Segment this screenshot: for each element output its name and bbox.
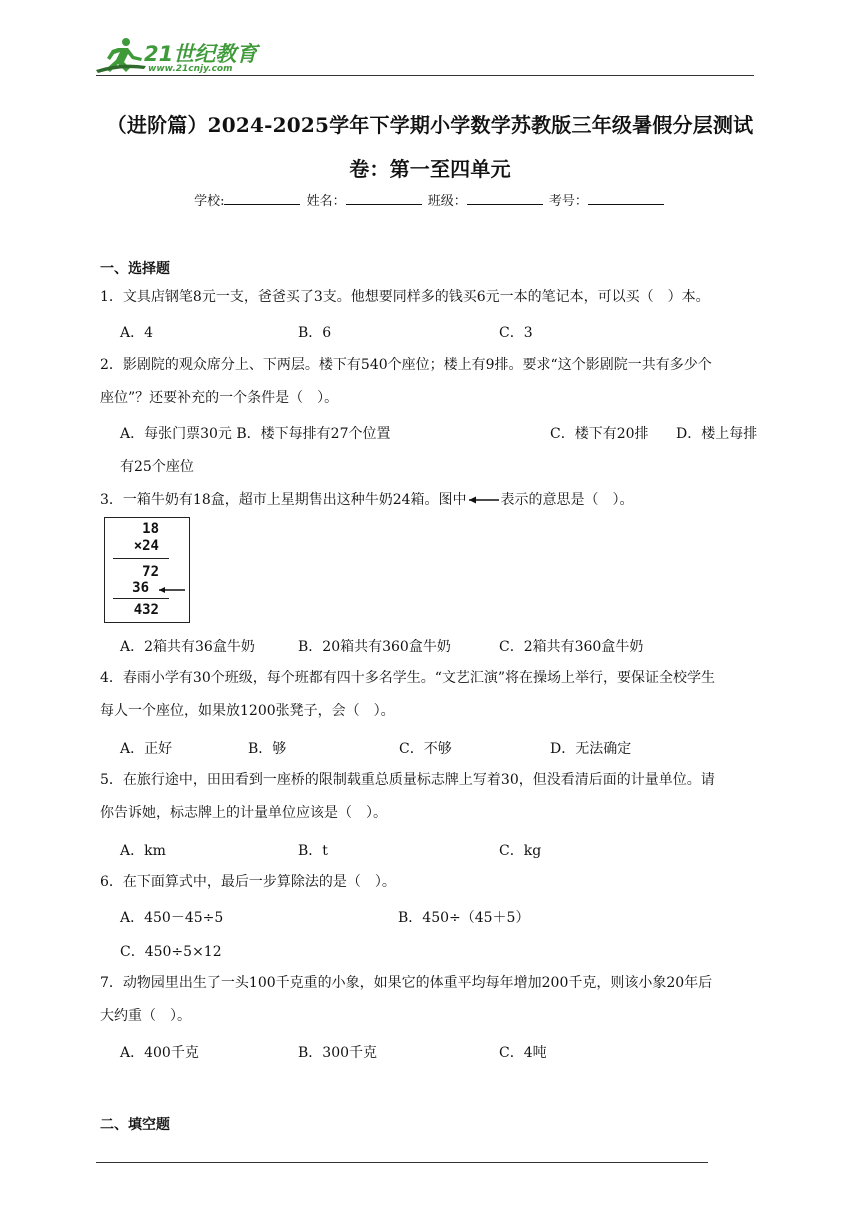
question-5-line2: 你告诉她，标志牌上的计量单位应该是（ ）。 <box>100 805 387 821</box>
calc-multiplicand: 18 <box>142 521 159 537</box>
q7-option-c[interactable]: C．4吨 <box>499 1045 547 1061</box>
q3-text-after: 表示的意思是（ ）。 <box>500 492 634 508</box>
q4-option-c[interactable]: C．不够 <box>399 741 452 757</box>
q6-option-c[interactable]: C．450÷5×12 <box>120 944 222 960</box>
left-arrow-icon <box>467 495 501 505</box>
q7-option-a[interactable]: A．400千克 <box>120 1045 199 1061</box>
number-label: 考号： <box>548 194 588 209</box>
q7-option-b[interactable]: B．300千克 <box>298 1045 378 1061</box>
calc-rule-1 <box>113 558 169 559</box>
question-2-line1: 2．影剧院的观众席分上、下两层。楼下有540个座位；楼上有9排。要求“这个影剧院一共有多少个 <box>100 357 712 373</box>
calc-multiplier: ×24 <box>133 538 159 554</box>
page-title-line1: （进阶篇）2024-2025学年下学期小学数学苏教版三年级暑假分层测试 <box>106 113 754 137</box>
q5-option-a[interactable]: A．km <box>120 843 166 859</box>
school-blank[interactable] <box>224 192 300 205</box>
question-4-line2: 每人一个座位，如果放1200张凳子，会（ ）。 <box>100 703 395 719</box>
footer-rule <box>96 1162 708 1163</box>
q5-option-c[interactable]: C．kg <box>499 843 542 859</box>
logo-main-text: 21世纪教育 <box>144 42 258 66</box>
q3-option-a[interactable]: A．2箱共有36盒牛奶 <box>120 639 255 655</box>
q2-option-d[interactable]: D．楼上每排 <box>676 426 758 442</box>
q4-option-a[interactable]: A．正好 <box>120 741 173 757</box>
question-7-line1: 7．动物园里出生了一头100千克重的小象，如果它的体重平均每年增加200千克，则该小象20年后 <box>100 975 713 991</box>
q5-option-b[interactable]: B．t <box>298 843 328 859</box>
q6-option-a[interactable]: A．450－45÷5 <box>120 910 224 926</box>
q6-option-b[interactable]: B．450÷（45＋5） <box>398 910 530 926</box>
q2-option-ab[interactable]: A．每张门票30元 B．楼下每排有27个位置 <box>120 426 391 442</box>
page-title-line2: 卷：第一至四单元 <box>349 157 511 181</box>
question-1-text: 1．文具店钢笔8元一支，爸爸买了3支。他想要同样多的钱买6元一本的笔记本，可以买（ ）本。 <box>100 289 710 305</box>
question-7-line2: 大约重（ ）。 <box>100 1008 191 1024</box>
section-heading-choice: 一、选择题 <box>100 261 170 277</box>
q2-option-c[interactable]: C．楼下有20排 <box>550 426 649 442</box>
q3-text-before: 3．一箱牛奶有18盒，超市上星期售出这种牛奶24箱。图中 <box>100 492 467 508</box>
q3-option-c[interactable]: C．2箱共有360盒牛奶 <box>499 639 644 655</box>
calc-partial-1: 72 <box>142 564 159 580</box>
q4-option-b[interactable]: B．够 <box>248 741 287 757</box>
question-3-text <box>100 484 764 516</box>
calc-arrow-icon <box>157 585 187 595</box>
question-6-text: 6．在下面算式中，最后一步算除法的是（ ）。 <box>100 874 396 890</box>
student-info-row <box>0 190 860 209</box>
school-label: 学校: <box>194 194 225 209</box>
logo-url-text: www.21cnjy.com <box>148 64 233 74</box>
q2-option-d-cont: 有25个座位 <box>120 459 194 475</box>
number-blank[interactable] <box>588 192 664 205</box>
question-5-line1: 5．在旅行途中，田田看到一座桥的限制载重总质量标志牌上写着30，但没看清后面的计量单位。请 <box>100 772 715 788</box>
site-logo <box>96 36 266 78</box>
question-2-line2: 座位”？还要补充的一个条件是（ ）。 <box>100 390 339 406</box>
multiplication-figure <box>104 517 190 623</box>
class-label: 班级： <box>427 194 467 209</box>
q1-option-a[interactable]: A．4 <box>120 325 154 341</box>
q1-option-b[interactable]: B．6 <box>298 325 332 341</box>
calc-total: 432 <box>133 602 159 618</box>
q3-option-b[interactable]: B．20箱共有360盒牛奶 <box>298 639 451 655</box>
calc-partial-2: 36 <box>132 580 149 596</box>
class-blank[interactable] <box>467 192 543 205</box>
question-4-line1: 4．春雨小学有30个班级，每个班都有四十多名学生。“文艺汇演”将在操场上举行，要保证全校学生 <box>100 670 716 686</box>
section-heading-fill: 二、填空题 <box>100 1117 170 1133</box>
q1-option-c[interactable]: C．3 <box>499 325 533 341</box>
header-rule <box>96 75 754 76</box>
name-blank[interactable] <box>346 192 422 205</box>
q4-option-d[interactable]: D．无法确定 <box>550 741 632 757</box>
name-label: 姓名： <box>306 194 346 209</box>
calc-rule-2 <box>113 598 169 599</box>
